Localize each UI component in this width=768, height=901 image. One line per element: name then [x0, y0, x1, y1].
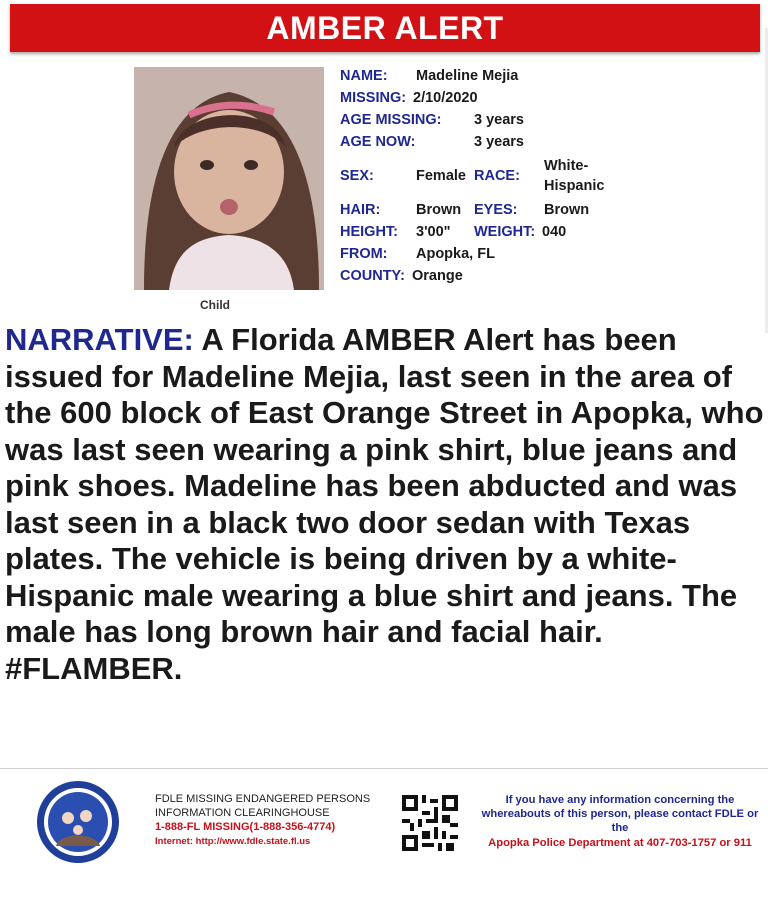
- height-label: HEIGHT:: [340, 224, 398, 240]
- eyes-value: Brown: [544, 202, 590, 218]
- clearinghouse-seal-icon: [36, 780, 120, 864]
- county-label: COUNTY:: [340, 268, 405, 284]
- contact-line-4: Apopka Police Department at 407-703-1757 or 911: [488, 837, 752, 849]
- missing-value: 2/10/2020: [413, 90, 478, 106]
- race-label: RACE:: [474, 168, 520, 184]
- amber-alert-banner: [10, 4, 760, 52]
- race-value-line2: Hispanic: [544, 178, 605, 194]
- age-now-label: AGE NOW:: [340, 134, 416, 150]
- hair-value: Brown: [416, 202, 462, 218]
- org-line-1: FDLE MISSING ENDANGERED PERSONS: [155, 793, 371, 805]
- phone-number: 1-888-FL MISSING(1-888-356-4774): [155, 821, 336, 833]
- internet-link[interactable]: Internet: http://www.fdle.state.fl.us: [155, 836, 311, 847]
- narrative-text: A Florida AMBER Alert has been issued for Madeline Mejia, last seen in the area of the 600 block of East Orange Street in Apopka, who was last seen wearing a pink shirt, blue jeans and pink shoes. Madeline has been abducted and was last seen in a black two door sedan with Texas plates. The vehicle is being driven by a white-Hispanic male wearing a blue shirt and jeans. The male has long brown hair and facial hair. #FLAMBER.: [5, 322, 764, 686]
- county-value: Orange: [412, 268, 463, 284]
- contact-line-2: whereabouts of this person, please contact FDLE or: [481, 808, 759, 820]
- age-missing-label: AGE MISSING:: [340, 112, 442, 128]
- weight-value: 040: [542, 224, 567, 240]
- contact-line-3: the: [611, 822, 629, 834]
- contact-line-1: If you have any information concerning the: [505, 794, 735, 806]
- from-value: Apopka, FL: [416, 246, 495, 262]
- photo-caption: Child: [200, 298, 230, 312]
- contact-info: [472, 793, 768, 850]
- race-value-line1: White-: [544, 158, 589, 174]
- child-photo: [134, 67, 324, 290]
- weight-label: WEIGHT:: [474, 224, 536, 240]
- footer-divider: [0, 768, 768, 769]
- sex-value: Female: [416, 168, 466, 184]
- hair-label: HAIR:: [340, 202, 381, 218]
- name-label: NAME:: [340, 68, 388, 84]
- height-value: 3'00": [416, 224, 451, 240]
- missing-label: MISSING:: [340, 90, 407, 106]
- sex-label: SEX:: [340, 168, 374, 184]
- name-value: Madeline Mejia: [416, 68, 519, 84]
- banner-title: AMBER ALERT: [266, 9, 504, 46]
- qr-code-icon[interactable]: [402, 795, 458, 851]
- eyes-label: EYES:: [474, 202, 518, 218]
- from-label: FROM:: [340, 246, 388, 262]
- org-line-2: INFORMATION CLEARINGHOUSE: [155, 807, 330, 819]
- age-now-value: 3 years: [474, 134, 524, 150]
- age-missing-value: 3 years: [474, 112, 524, 128]
- narrative: [5, 322, 767, 687]
- narrative-label: NARRATIVE:: [5, 322, 194, 357]
